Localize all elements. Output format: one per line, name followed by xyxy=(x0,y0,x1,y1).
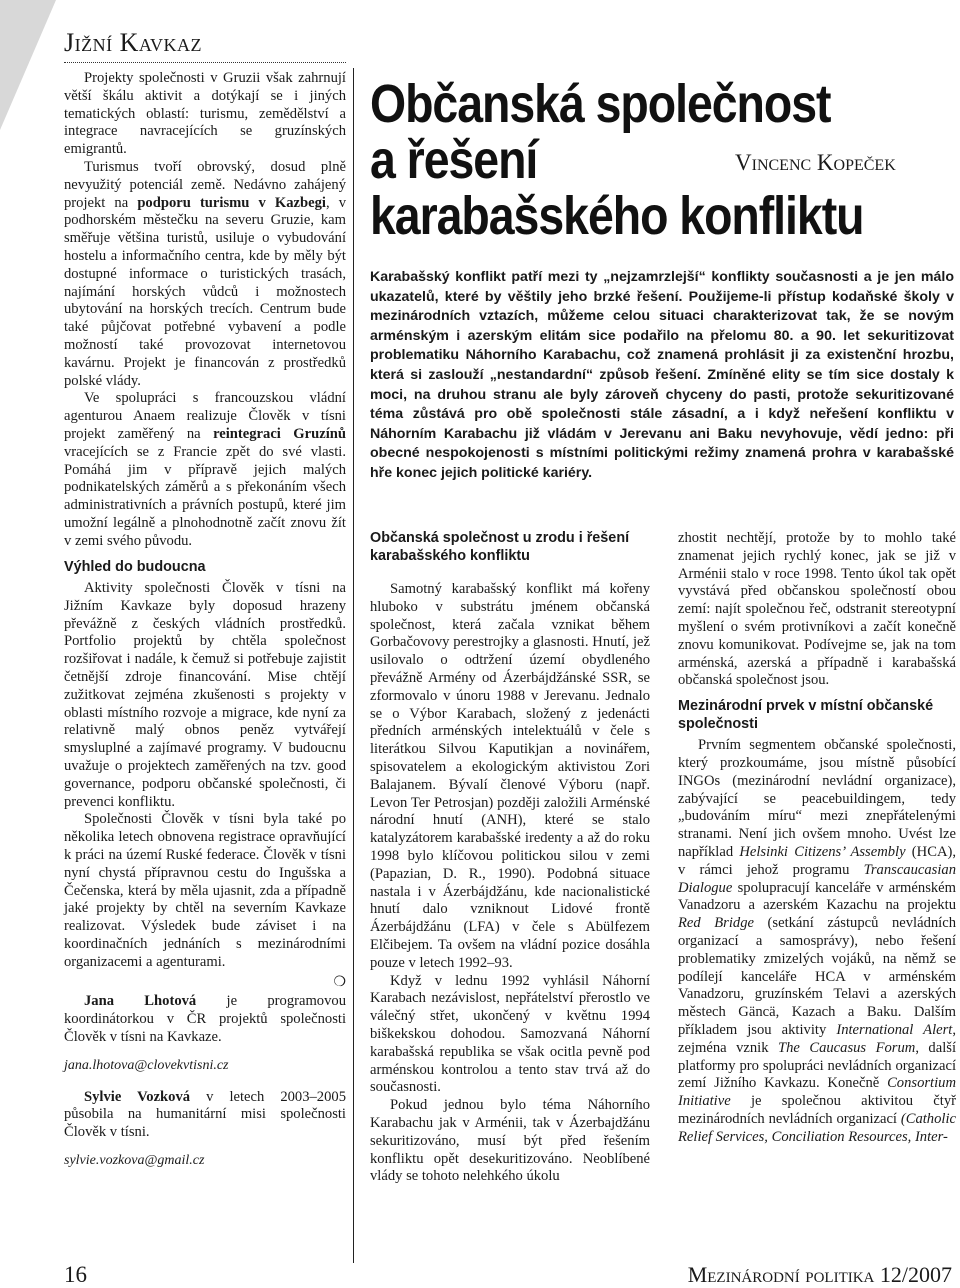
bold-text: reintegraci Gruzínů xyxy=(213,425,346,442)
column-left xyxy=(64,70,346,1184)
text: vracejících se z Francie zpět do své vlasti. Pomáhá jim v přípravě jejich malých podnikatelských záměrů a s překonáním všech administrativních a právních postupů, které jim umožní legálně a plnohodnotně začít znovu žít v zemi svého původu. xyxy=(64,443,346,549)
title-line: karabašského konfliktu xyxy=(370,186,864,246)
email-link[interactable]: jana.lhotova@clovekvtisni.cz xyxy=(64,1057,229,1073)
article-lead: Karabašský konflikt patří mezi ty „nejzamrzlejší“ konflikty současnosti a je jen málo ukazatelů, které by věštily jeho brzké řešení. Použijeme-li přístup kodaňské školy v mezinárodních vztazích, můžeme celou situaci charakterizovat tak, že se novým arménským i azerským elitám sice podařilo na přelomu 80. a 90. let sekuritizovat problematiku Náhorního Karabachu, což znamená prohlásit ji za existenční hrozbu, která si zaslouží „nestandardní“ způsob řešení. Zmíněné elity se tím sice dostaly k moci, na druhou stranu ale byly zároveň chyceny do pasti, protože sekuritizované téma zůstává pro obě společnosti stále zásadní, a i když neřešení konfliktu v Náhorním Karabachu již vládám v Jerevanu ani Baku nevyhovuje, vědí jedno: při obecné nespokojenosti s místními politickými režimy znamená prohra v karabašské hře konec jejich politické kariéry. xyxy=(370,269,954,481)
text: je společnou aktivitou čtyř mezinárodních nevládních organizací xyxy=(678,1093,956,1127)
column-right xyxy=(678,530,956,1147)
italic-text: Red Bridge xyxy=(678,915,754,932)
paragraph: Aktivity společnosti Člověk v tísni na Jižním Kavkaze byly doposud hrazeny převážně z českých vládních prostředků. Portfolio projektů by chtěla společnost rozšiřovat i nadále, k čemuž si potřebuje zajistit četnější zdroje financování. Mise chtějí zužitkovat zejména zkušenosti s projekty v oblasti místního rozvoje a migrace, kde nyní za relativně malý obnos peněz vytvářejí smysluplné a zajímavé programy. V budoucnu uvažuje o projektech zaměřených na tzv. good governance, podporu občanské společnosti, či prevenci konfliktu. xyxy=(64,580,346,810)
italic-text: The Caucasus Forum xyxy=(777,1039,916,1056)
italic-text: Consortium Initiative xyxy=(678,1075,956,1110)
subheading: Mezinárodní prvek v místní občanské společnosti xyxy=(678,698,934,732)
section-label: Jižní Kavkaz xyxy=(64,28,203,57)
text: , v podhorském městečku na severu Gruzie, kam směřuje většina turistů, usiluje o vybudování hostelu a informačního centra, kde by měly být dostupné informace o turistických trasách, najímání horských vůdců i možnostech ubytování na horských trecích. Centrum bude také půjčovat potřebné vybavení a podle možností také provozovat internetovou kavárnu. Projekt je financován z prostředků polské vlády. xyxy=(64,194,347,389)
paragraph xyxy=(678,737,956,1146)
bio-text: je programovou koordinátorkou v ČR projektů společnosti Člověk v tísni na Kavkaze. xyxy=(64,993,346,1045)
article-author: Vincenc Kopeček xyxy=(735,150,896,175)
bold-text: podporu turismu v Kazbegi xyxy=(137,194,326,211)
paragraph xyxy=(64,390,346,550)
paragraph: Samotný karabašský konflikt má kořeny hluboko v substrátu jménem občanská společnost, která začala vznikat během Gorbačovovy perestrojky a glasnosti. Hnutí, jež usilovalo o odtržení území obydleného převážně Arménу od Ázerbájdžánské SSR, se zformovalo v únoru 1988 v Jerevanu. Jednalo se o Výbor Karabach, složený z jedenácti předních arménských intelektuálů v čele s literátkou Silvou Kaputikjan a novinářem, spisovatelem a ekologickým aktivistou Zori Balajanem. Bývalí členové Výboru (např. Levon Ter Petrosjan) později založili Arménské národní hnutí (ANH), které se stalo katalyzátorem karabašské iredenty a až do roku 1998 bylo klíčovou politickou silou v zemi (Papazian, D. R., 1990). Podobná situace nastala i v Ázerbájdžánu, kde nacionalistické hnutí dalo vzniknout Lidové frontě Ázerbájdžánu (LFA) v čele s Abülfezem Elčibejem. Ta ovšem na vládní pozice dosáhla pouze v letech 1992–93. xyxy=(370,581,650,971)
italic-text: Helsinki Citizens’ Assembly xyxy=(739,843,906,860)
paragraph: Projekty společnosti v Gruzii však zahrnují větší škálu aktivit a dotýkají se i jiných tematických oblastí: turismu, zemědělství a integrace navracejících se gruzínských emigrantů. xyxy=(64,70,346,158)
page-number: 16 xyxy=(64,1262,87,1287)
paragraph: zhostit nechtějí, protože by to mohlo také znamenat jejich rychlý konec, jak se již v Arménii stalo v roce 1998. Tento úkol tak opět vyvstává před občanskou společností obou zemí: najít společnou řeč, odstranit stereotypní myšlení o svém protivníkovi a začít konečně znovu komunikovat. Podívejme se, jak na tom arménská, azerská a případně i karabašská občanská společnost jsou. xyxy=(678,530,956,689)
title-line: a řešení xyxy=(370,130,538,190)
text: Turismus tvoří obrovský, dosud plně nevyužitý potenciál země. Nedávno zahájený projekt na xyxy=(64,158,346,211)
italic-text: Transcaucasian Dialogue xyxy=(678,861,956,896)
corner-triangle xyxy=(0,0,56,130)
text: spolupracují kanceláře v arménském Vanadzoru a azerském Kazachu na projektu xyxy=(678,879,956,914)
author-bio xyxy=(64,1089,346,1142)
subheading: Občanská společnost u zrodu i řešení karabašského konfliktu xyxy=(370,530,630,564)
italic-text: (Catholic Relief Services, Conciliation Resources, Inter- xyxy=(678,1110,956,1145)
section-rule xyxy=(64,62,346,63)
bio-name: Jana Lhotová xyxy=(84,993,197,1010)
column-middle xyxy=(370,530,650,1186)
text: Ve spolupráci s francouzskou vládní agenturou Anaem realizuje Člověk v tísni projekt zaměřený na xyxy=(64,390,346,442)
email-link[interactable]: sylvie.vozkova@gmail.cz xyxy=(64,1152,205,1168)
bio-text: v letech 2003–2005 působila na humanitární misi společnosti Člověk v tísni. xyxy=(64,1088,346,1141)
text: , další platformy pro spolupráci nevládních organizací zemí Jižního Kavkazu. Konečně xyxy=(678,1039,956,1092)
column-divider xyxy=(353,68,354,1263)
paragraph: Když v lednu 1992 vyhlásil Náhorní Karabach nezávislost, nepřátelství přerostlo ve válečný střet, ukončený v květnu 1994 biškekskou dohodou. Samozvaná Náhorní karabašská republika se však ocitla pevně pod arménskou kontrolou a tento stav trvá až do současnosti. xyxy=(370,972,650,1096)
text: (setkání zástupců nevládních organizací a samosprávy), nebo řešení problematiky zmizelých vojáků, na němž se podílejí kanceláře HCA v arménském Vanadzoru, gruzínském Telavi a azerských městech Gäncä, Kazach a Baku. Dalším příkladem jsou aktivity xyxy=(678,915,956,1038)
author-bio xyxy=(64,993,346,1046)
italic-text: International Alert xyxy=(836,1021,953,1038)
paragraph: Společnosti Člověk v tísni byla také po několika letech obnovena registrace opravňující k práci na území Ruské federace. Člověk v tísni nyní chystá přípravnou cestu do Ingušska a Čečenska, která by měla ujasnit, zda a případně jaké projekty by chtěl na severním Kavkaze realizovat. Výsledek bude záviset i na koordinačních jednáních s mezinárodními organizacemi a agenturami. xyxy=(64,811,346,970)
journal-footer: Mezinárodní politika 12/2007 xyxy=(687,1262,952,1287)
paragraph xyxy=(64,159,346,390)
paragraph: Pokud jednou bylo téma Náhorního Karabachu jak v Arménii, tak v Ázerbajdžánu sekuritizováno, musí být před řešením konfliktu opět desekuritizováno. Neoblíbené vlády se tohoto nelehkého úkolu xyxy=(370,1097,650,1185)
end-mark-icon: ❍ xyxy=(333,974,346,990)
bio-name: Sylvie Vozková xyxy=(84,1088,191,1105)
title-line: Občanská společnost xyxy=(370,74,831,134)
text: , zejména vznik xyxy=(678,1021,956,1056)
subheading: Výhled do budoucna xyxy=(64,558,206,575)
text: (HCA), v rámci jehož programu xyxy=(678,843,956,878)
text: Prvním segmentem občanské společnosti, který prozkoumáme, jsou místně působící INGOs (mezinárodní nevládní organizace), zabývající se peacebuildingem, tedy „budováním míru“ mezi znepřátelenými stranami. Není jich ovšem mnoho. Uvést lze například xyxy=(678,737,956,860)
